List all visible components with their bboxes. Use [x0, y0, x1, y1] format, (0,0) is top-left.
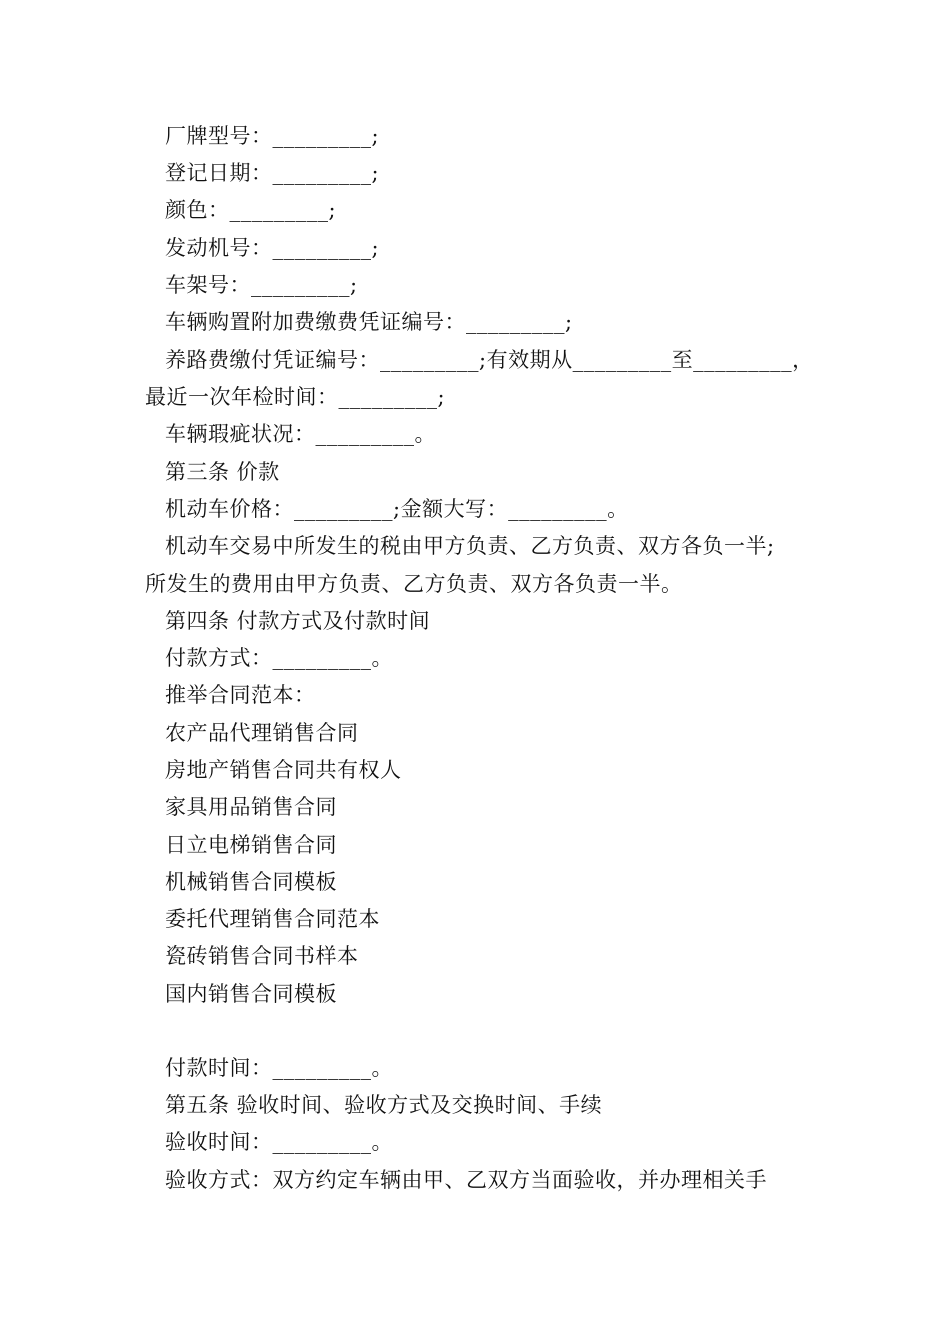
template-link[interactable]: 委托代理销售合同范本 [165, 907, 380, 931]
recommended-templates-heading: 推举合同范本： [165, 683, 316, 707]
field-brand-model: 厂牌型号：_________; [165, 124, 380, 148]
field-vehicle-price: 机动车价格：_________;金额大写：_________。 [165, 497, 629, 521]
field-payment-method: 付款方式：_________。 [165, 646, 393, 670]
template-link[interactable]: 国内销售合同模板 [165, 982, 337, 1006]
field-registration-date: 登记日期：_________; [165, 161, 380, 185]
field-color: 颜色：_________; [165, 198, 337, 222]
template-link[interactable]: 日立电梯销售合同 [165, 833, 337, 857]
template-link[interactable]: 瓷砖销售合同书样本 [165, 944, 359, 968]
template-link[interactable]: 机械销售合同模板 [165, 870, 337, 894]
field-purchase-fee-voucher: 车辆购置附加费缴费凭证编号：_________; [165, 310, 573, 334]
field-engine-number: 发动机号：_________; [165, 236, 380, 260]
template-link[interactable]: 农产品代理销售合同 [165, 721, 359, 745]
field-frame-number: 车架号：_________; [165, 273, 358, 297]
field-last-inspection: 最近一次年检时间：_________; [145, 385, 446, 409]
section-heading-payment: 第四条 付款方式及付款时间 [165, 609, 431, 633]
paragraph-tax-line-1: 机动车交易中所发生的税由甲方负责、乙方负责、双方各负一半; [165, 534, 775, 558]
field-acceptance-time: 验收时间：_________。 [165, 1130, 393, 1154]
field-vehicle-defects: 车辆瑕疵状况：_________。 [165, 422, 436, 446]
section-heading-acceptance: 第五条 验收时间、验收方式及交换时间、手续 [165, 1093, 603, 1117]
section-heading-price: 第三条 价款 [165, 460, 280, 484]
template-link[interactable]: 家具用品销售合同 [165, 795, 337, 819]
template-link[interactable]: 房地产销售合同共有权人 [165, 758, 402, 782]
paragraph-acceptance-method: 验收方式：双方约定车辆由甲、乙双方当面验收，并办理相关手 [165, 1168, 767, 1192]
paragraph-tax-line-2: 所发生的费用由甲方负责、乙方负责、双方各负责一半。 [145, 572, 683, 596]
field-payment-time: 付款时间：_________。 [165, 1056, 393, 1080]
field-road-fee-voucher: 养路费缴付凭证编号：_________;有效期从_________至_________， [165, 348, 814, 372]
